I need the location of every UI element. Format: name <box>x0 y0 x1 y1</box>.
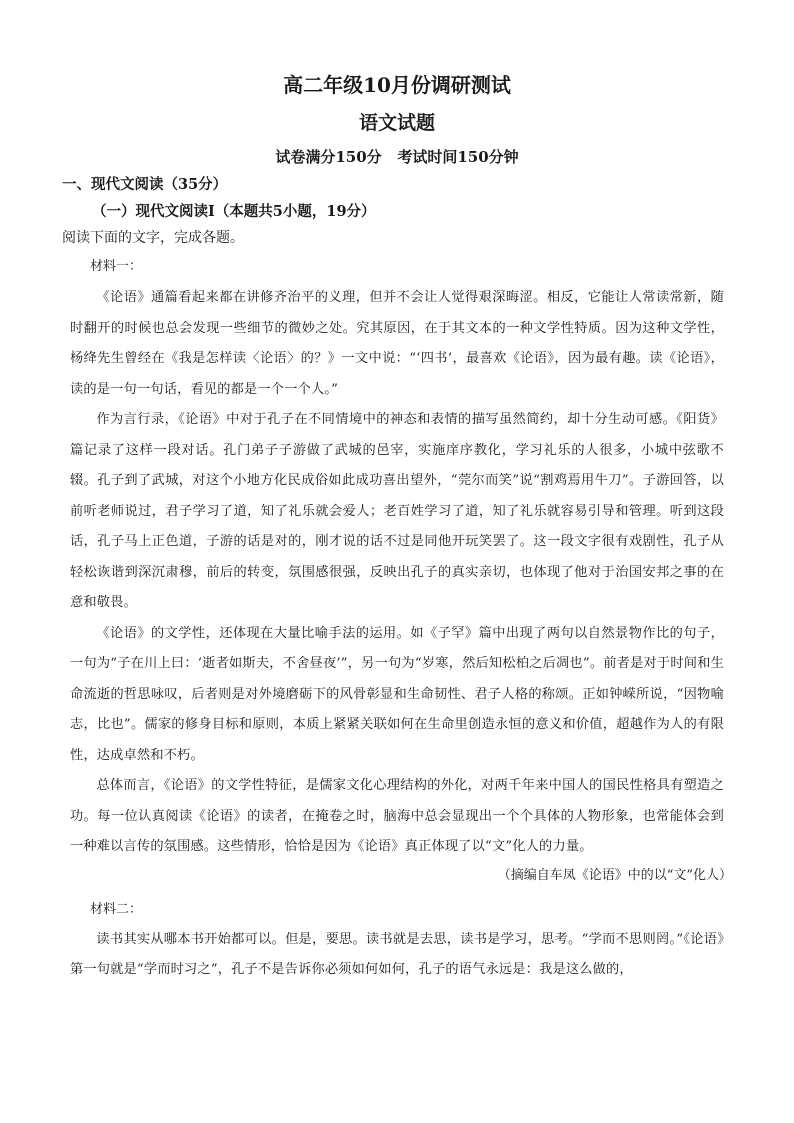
exam-subtitle: 语文试题 <box>358 112 435 134</box>
exam-title: 高二年级10月份调研测试 <box>283 73 511 97</box>
material-one-source: （摘编自车凤《论语》中的以“文”化人） <box>497 867 732 883</box>
material-one-paragraph: 作为言行录，《论语》中对于孔子在不同情境中的神态和表情的描写虽然简约，却十分生动可感。《阳货》篇记录了这样一段对话。孔门弟子子游做了武城的邑宰，实施庠序教化，学习礼乐的人很多，小城中弦歌不辍。孔子到了武城，对这个小地方化民成俗如此成功喜出望外，“莞尔而笑”说“割鸡焉用牛刀”。子游回答，以前听老师说过，君子学习了道，知了礼乐就会爱人；老百姓学习了道，知了礼乐就容易引导和管理。听到这段话，孔子马上正色道，子游的话是对的，刚才说的话不过是同他开玩笑罢了。这一段文字很有戏剧性，孔子从轻松诙谐到深沉肃穆，前后的转变，氛围感很强，反映出孔子的真实亲切，也体现了他对于治国安邦之事的在意和敬畏。 <box>70 412 724 610</box>
material-two-paragraph: 读书其实从哪本书开始都可以。但是，要思。读书就是去思，读书是学习，思考。“学而不思则罔。”《论语》第一句就是“学而时习之”，孔子不是告诉你必须如何如何，孔子的语气永远是：我是这么做的， <box>70 931 724 977</box>
section-heading: 一、现代文阅读（35分） <box>62 176 228 193</box>
material-one-paragraph: 《论语》的文学性，还体现在大量比喻手法的运用。如《子罕》篇中出现了两句以自然景物作比的句子，一句为“子在川上曰：‘逝者如斯夫，不舍昼夜’”，另一句为“岁寒，然后知松柏之后凋也”。前者是对于时间和生命流逝的哲思咏叹，后者则是对外境磨砺下的风骨彰显和生命韧性、君子人格的称颂。正如钟嵘所说，“因物喻志，比也”。儒家的修身目标和原则，本质上紧紧关联如何在生命里创造永恒的意义和价值，超越作为人的有限性，达成卓然和不朽。 <box>70 625 724 763</box>
reading-instruction: 阅读下面的文字，完成各题。 <box>62 230 244 246</box>
material-one-paragraph: 总体而言，《论语》的文学性特征，是儒家文化心理结构的外化，对两千年来中国人的国民性格具有塑造之功。每一位认真阅读《论语》的读者，在掩卷之时，脑海中总会显现出一个个具体的人物形象，也常能体会到一种难以言传的氛围感。这些情形，恰恰是因为《论语》真正体现了以“文”化人的力量。 <box>70 778 724 854</box>
sub-section-heading: （一）现代文阅读Ⅰ（本题共5小题，19分） <box>92 203 376 220</box>
material-one-paragraph: 《论语》通篇看起来都在讲修齐治平的义理，但并不会让人觉得艰深晦涩。相反，它能让人常读常新，随时翻开的时候也总会发现一些细节的微妙之处。究其原因，在于其文本的一种文学性特质。因为这种文学性，杨绛先生曾经在《我是怎样读〈论语〉的？》一文中说：“‘四书’，最喜欢《论语》，因为最有趣。读《论语》，读的是一句一句话，看见的都是一个一个人。” <box>70 290 724 397</box>
exam-info: 试卷满分150分 考试时间150分钟 <box>275 148 519 166</box>
material-two-label: 材料二： <box>90 901 143 917</box>
material-one-label: 材料一： <box>90 259 143 274</box>
